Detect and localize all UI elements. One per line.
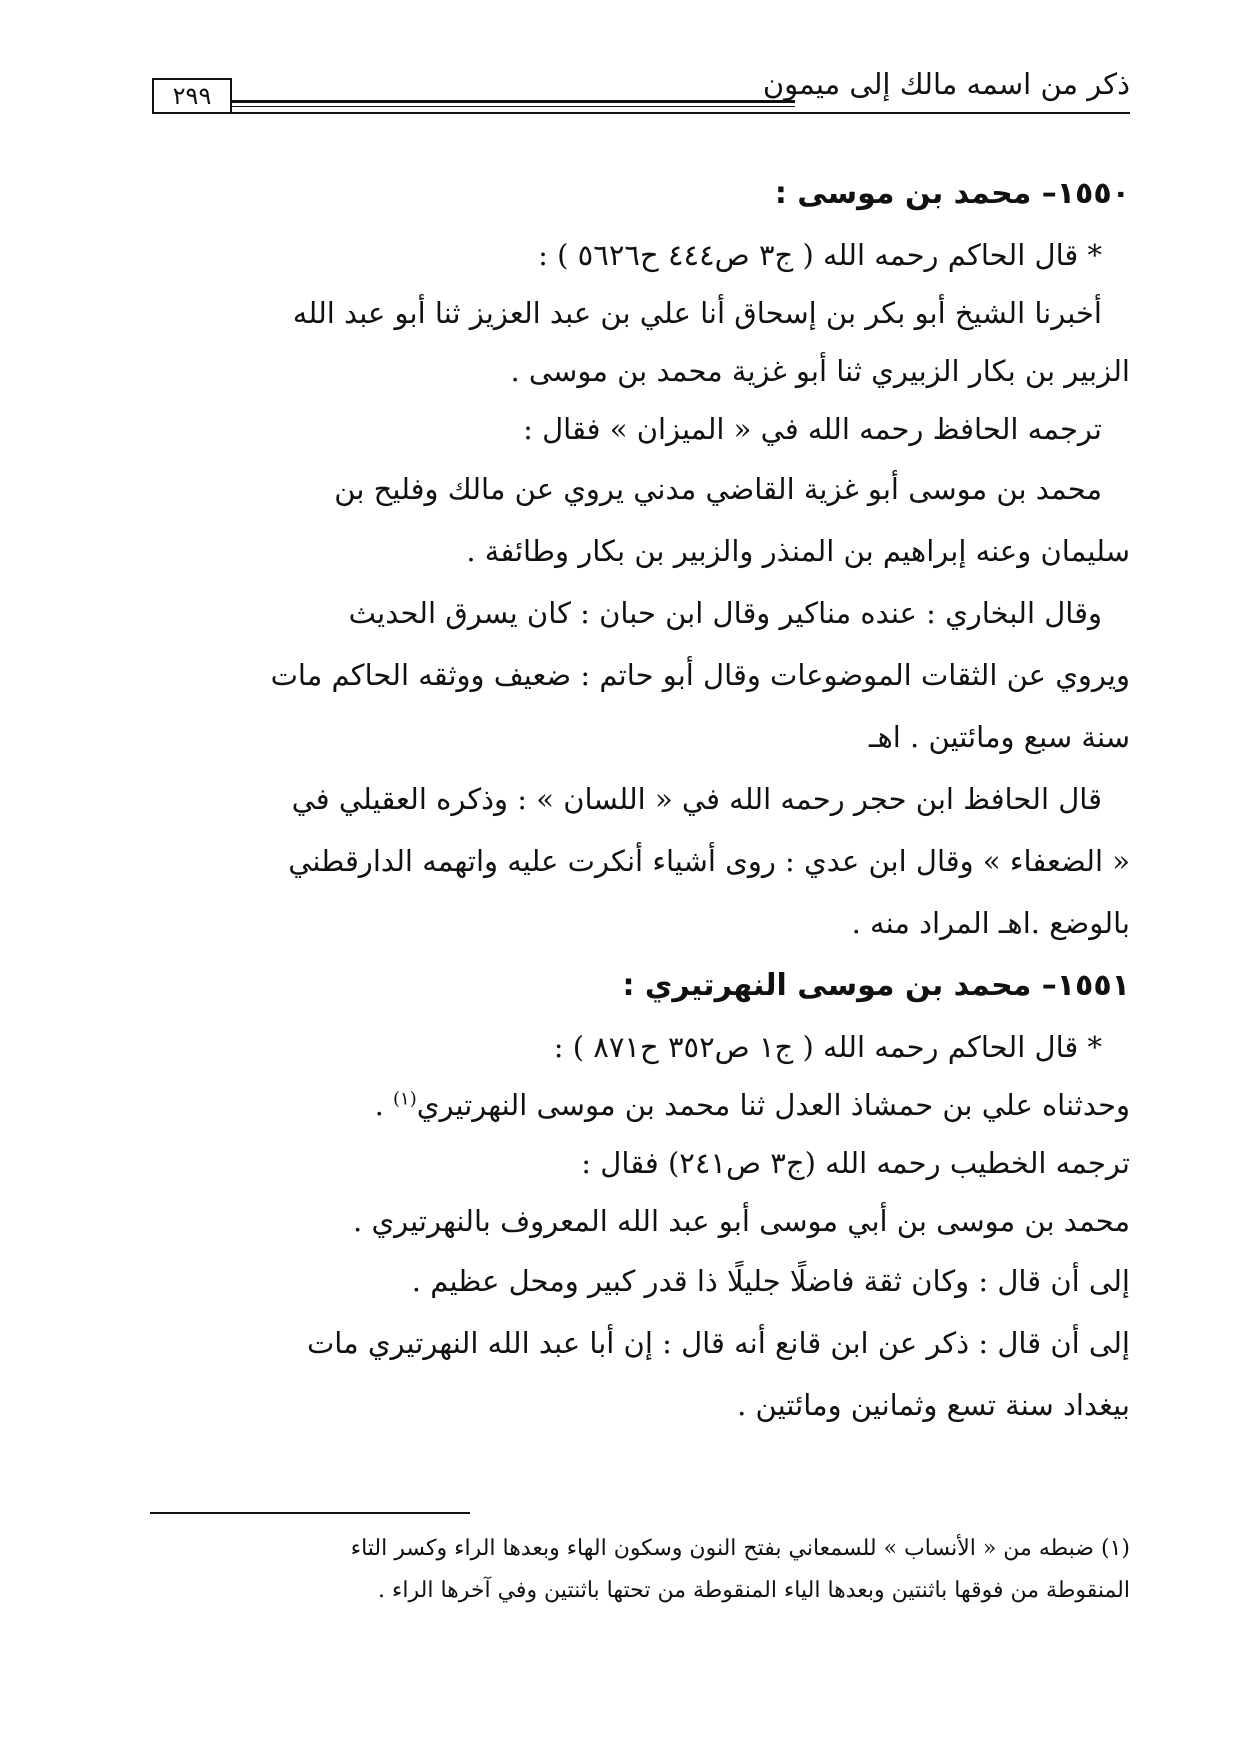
footnote-line: (١) ضبطه من « الأنساب » للسمعاني بفتح النون وسكون الهاء وبعدها الراء وكسر التاء: [350, 1536, 1130, 1561]
text-line: أخبرنا الشيخ أبو بكر بن إسحاق أنا علي بن عبد العزيز ثنا أبو عبد الله: [292, 296, 1102, 330]
book-page: [150, 50, 1130, 1720]
text-line: قال الحافظ ابن حجر رحمه الله في « اللسان » : وذكره العقيلي في: [291, 782, 1102, 816]
entry-title: ١٥٥٠– محمد بن موسى :: [774, 176, 1130, 211]
source-citation: * قال الحاكم رحمه الله ( ج٣ ص٤٤٤ ح٥٦٢٦ ) :: [538, 238, 1102, 272]
footnotes: [150, 1528, 1130, 1612]
text-line: إلى أن قال : ذكر عن ابن قانع أنه قال : إن أبا عبد الله النهرتيري مات: [306, 1326, 1130, 1360]
text-line: ترجمه الحافظ رحمه الله في « الميزان » فقال :: [523, 412, 1102, 446]
text-segment: وحدثناه علي بن حمشاذ العدل ثنا محمد بن موسى النهرتيري: [416, 1088, 1130, 1122]
page-number: ٢٩٩: [152, 78, 232, 114]
header-rule-thin: [230, 112, 1130, 114]
page-body: [150, 162, 1130, 1436]
text-line: بالوضع .اهـ المراد منه .: [851, 906, 1130, 940]
text-line: وحدثناه علي بن حمشاذ العدل ثنا محمد بن موسى النهرتيري$^{(١)}$ .: [374, 1088, 1130, 1122]
entry-1550: [150, 162, 1130, 954]
text-line: محمد بن موسى أبو غزية القاضي مدني يروي عن مالك وفليح بن: [334, 472, 1102, 506]
footnote-reference: (١): [393, 1088, 417, 1110]
text-line: ويروي عن الثقات الموضوعات وقال أبو حاتم : ضعيف ووثقه الحاكم مات: [270, 658, 1130, 692]
header-rule: [230, 100, 795, 107]
entry-1551: [150, 954, 1130, 1436]
text-line: ترجمه الخطيب رحمه الله (ج٣ ص٢٤١) فقال :: [581, 1146, 1130, 1180]
running-title: ذكر من اسمه مالك إلى ميمون: [762, 67, 1130, 101]
text-line: سنة سبع ومائتين . اهـ: [868, 720, 1130, 754]
text-line: سليمان وعنه إبراهيم بن المنذر والزبير بن بكار وطائفة .: [466, 534, 1130, 568]
entry-title: ١٥٥١– محمد بن موسى النهرتيري :: [622, 968, 1130, 1003]
source-citation: * قال الحاكم رحمه الله ( ج١ ص٣٥٢ ح٨٧١ ) :: [553, 1030, 1102, 1064]
footnote-rule: [150, 1512, 470, 1514]
text-line: إلى أن قال : وكان ثقة فاضلًا جليلًا ذا قدر كبير ومحل عظيم .: [411, 1264, 1130, 1298]
text-line: « الضعفاء » وقال ابن عدي : روى أشياء أنكرت عليه واتهمه الدارقطني: [288, 844, 1130, 878]
text-line: وقال البخاري : عنده مناكير وقال ابن حبان : كان يسرق الحديث: [348, 596, 1102, 630]
text-line: بيغداد سنة تسع وثمانين ومائتين .: [737, 1388, 1130, 1422]
text-line: الزبير بن بكار الزبيري ثنا أبو غزية محمد بن موسى .: [510, 354, 1130, 388]
text-line: محمد بن موسى بن أبي موسى أبو عبد الله المعروف بالنهرتيري .: [353, 1204, 1130, 1238]
footnote-line: المنقوطة من فوقها باثنتين وبعدها الياء المنقوطة من تحتها باثنتين وفي آخرها الراء .: [378, 1578, 1130, 1603]
